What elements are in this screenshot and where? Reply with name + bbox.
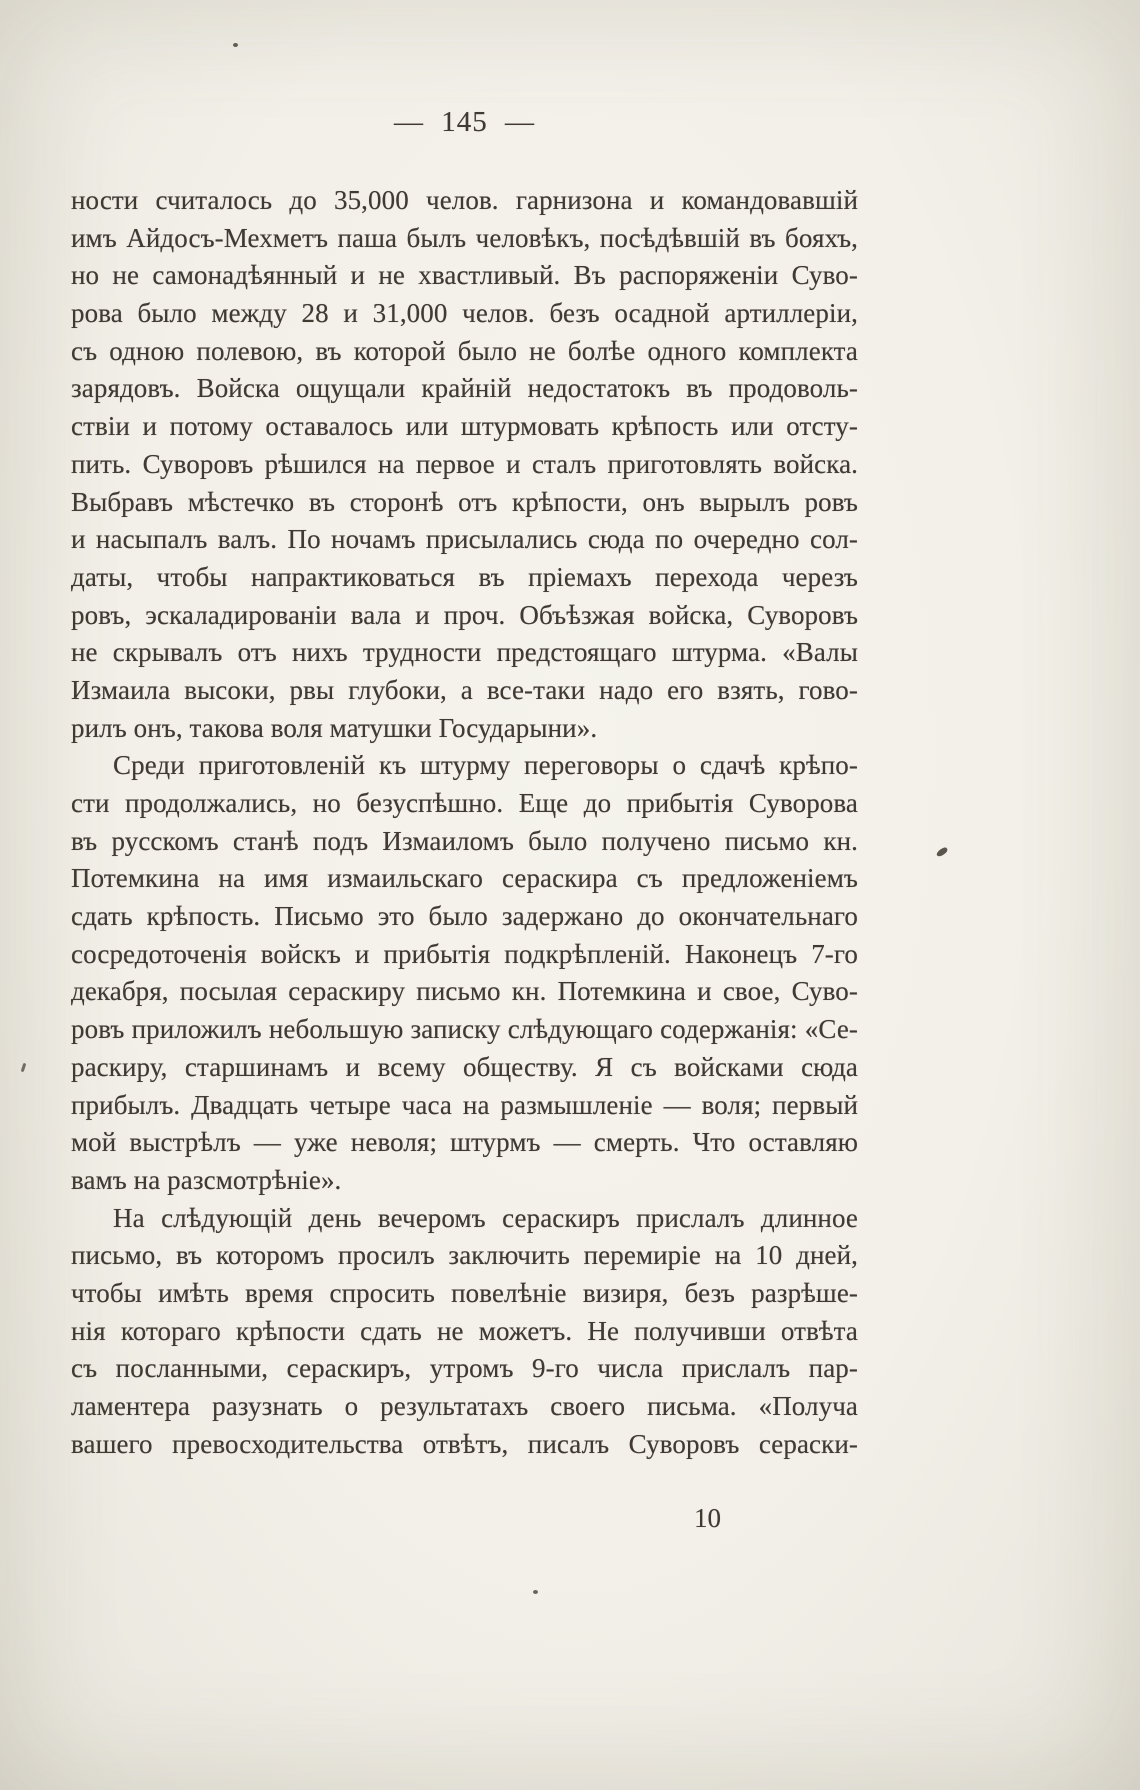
text-line: декабря, посылая сераскиру письмо кн. Потемкина и свое, Суво- <box>71 976 858 1007</box>
text-line: не скрывалъ отъ нихъ трудности предстоящаго штурма. «Валы <box>71 637 858 668</box>
signature-mark <box>694 1503 721 1534</box>
text-line: рилъ онъ, такова воля матушки Государыни». <box>71 712 598 743</box>
text-line: Измаила высоки, рвы глубоки, а все-таки надо его взять, гово- <box>71 674 858 705</box>
text-line: сосредоточенія войскъ и прибытія подкрѣпленій. Наконецъ 7-го <box>71 938 858 969</box>
text-line: нія котораго крѣпости сдать не можетъ. Не получивши отвѣта <box>71 1315 858 1346</box>
text-line: чтобы имѣть время спросить повелѣніе визиря, безъ разрѣше- <box>71 1277 858 1308</box>
text-line: вамъ на разсмотрѣніе». <box>71 1164 342 1195</box>
text-line: ствіи и потому оставалось или штурмовать крѣпость или отсту- <box>71 411 858 442</box>
text-line: вашего превосходительства отвѣтъ, писалъ Суворовъ сераски- <box>71 1428 858 1459</box>
text-line: зарядовъ. Войска ощущали крайній недостатокъ въ продоволь- <box>71 373 858 404</box>
scan-artifact-dot-top <box>233 43 238 47</box>
signature-number: 10 <box>694 1503 721 1533</box>
text-line: имъ Айдосъ-Мехметъ паша былъ человѣкъ, посѣдѣвшій въ бояхъ, <box>71 222 858 253</box>
text-line: съ посланными, сераскиръ, утромъ 9-го числа прислалъ пар- <box>71 1353 858 1384</box>
scan-artifact-tick-left <box>21 1063 27 1072</box>
scan-artifact-dot-bottom <box>533 1590 538 1594</box>
text-line: ламентера разузнать о результатахъ своего письма. «Получа <box>71 1391 858 1421</box>
text-line: ровъ приложилъ небольшую записку слѣдующаго содержанія: «Се- <box>71 1014 858 1045</box>
page-header <box>71 106 858 139</box>
text-line: и насыпалъ валъ. По ночамъ присылались сюда по очередно сол- <box>71 524 858 555</box>
text-line: На слѣдующій день вечеромъ сераскиръ прислалъ длинное <box>113 1202 858 1233</box>
page-number-header: — 145 — <box>394 106 535 138</box>
text-line: но не самонадѣянный и не хвастливый. Въ распоряженіи Суво- <box>71 260 858 291</box>
scan-artifact-comma-right <box>935 846 948 857</box>
paragraph <box>71 747 858 1199</box>
text-line: даты, чтобы напрактиковаться въ пріемахъ перехода черезъ <box>71 561 858 592</box>
text-line: рова было между 28 и 31,000 челов. безъ осадной артиллеріи, <box>71 298 858 329</box>
paragraph <box>71 1200 858 1464</box>
text-line: сти продолжались, но безуспѣшно. Еще до прибытія Суворова <box>71 788 858 818</box>
text-line: съ одною полевою, въ которой было не болѣе одного комплекта <box>71 335 858 366</box>
text-line: ровъ, эскаладированіи вала и проч. Объѣзжая войска, Суворовъ <box>71 599 858 630</box>
text-line: ности считалось до 35,000 челов. гарнизона и командовавшій <box>71 185 858 215</box>
text-line: Потемкина на имя измаильскаго сераскира съ предложеніемъ <box>71 863 858 894</box>
text-line: Выбравъ мѣстечко въ сторонѣ отъ крѣпости, онъ вырылъ ровъ <box>71 486 858 517</box>
text-line: въ русскомъ станѣ подъ Измаиломъ было получено письмо кн. <box>71 825 858 856</box>
text-block <box>71 182 858 1463</box>
text-line: прибылъ. Двадцать четыре часа на размышленіе — воля; первый <box>71 1089 858 1120</box>
text-line: пить. Суворовъ рѣшился на первое и сталъ приготовлять войска. <box>71 448 858 479</box>
text-line: Среди приготовленій къ штурму переговоры о сдачѣ крѣпо- <box>113 750 858 781</box>
paragraph <box>71 182 858 747</box>
text-line: письмо, въ которомъ просилъ заключить перемиріе на 10 дней, <box>71 1240 858 1271</box>
text-line: сдать крѣпость. Письмо это было задержано до окончательнаго <box>71 901 858 932</box>
text-line: раскиру, старшинамъ и всему обществу. Я съ войсками сюда <box>71 1051 858 1082</box>
text-line: мой выстрѣлъ — уже неволя; штурмъ — смерть. Что оставляю <box>71 1127 858 1158</box>
